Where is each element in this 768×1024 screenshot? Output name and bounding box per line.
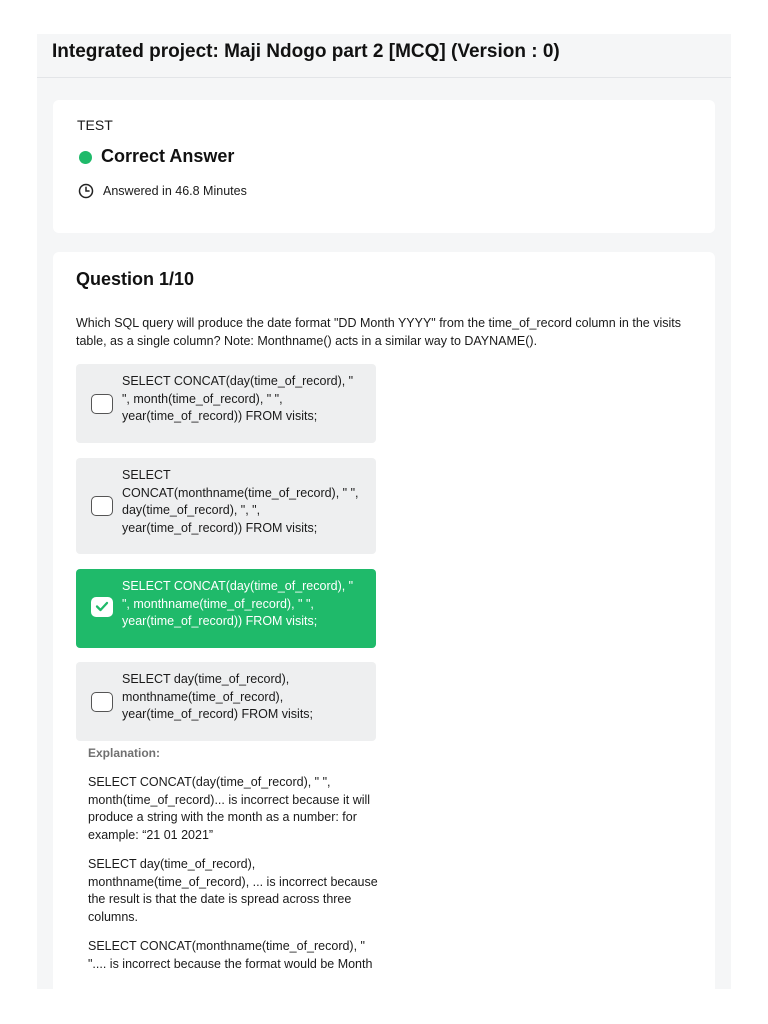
question-text: Which SQL query will produce the date format "DD Month YYYY" from the time_of_record column in the visits table, as a single column? Note: Monthname() acts in a similar way to DAYNAME(). <box>76 316 681 348</box>
option-text: SELECT CONCAT(day(time_of_record), " ", monthname(time_of_record), " ", year(time_of_record)) FROM visits; <box>122 579 354 628</box>
result-status: Correct Answer <box>101 146 235 166</box>
explanation-label: Explanation: <box>88 746 161 760</box>
result-card <box>53 100 715 233</box>
clock-icon <box>78 183 94 199</box>
answer-option-3[interactable] <box>76 569 376 648</box>
correct-status-dot <box>79 151 92 164</box>
option-text: SELECT CONCAT(monthname(time_of_record), " ", day(time_of_record), ", ", year(time_of_record)) FROM visits; <box>122 468 359 535</box>
answer-option-1[interactable] <box>76 364 376 443</box>
document-page <box>37 34 731 989</box>
answer-option-2[interactable] <box>76 458 376 554</box>
test-label: TEST <box>77 117 113 133</box>
option-checkbox[interactable] <box>91 394 113 414</box>
checkmark-icon <box>95 600 109 613</box>
explanation-paragraph: SELECT day(time_of_record), monthname(time_of_record), ... is incorrect because the result is that the date is spread across three columns. <box>88 857 378 924</box>
question-card <box>53 252 715 989</box>
option-checkbox-checked[interactable] <box>91 597 113 617</box>
option-checkbox[interactable] <box>91 692 113 712</box>
page-title: Integrated project: Maji Ndogo part 2 [MCQ] (Version : 0) <box>52 41 560 62</box>
explanation-paragraph: SELECT CONCAT(day(time_of_record), " ", month(time_of_record)... is incorrect because it will produce a string with the month as a number: for example: “21 01 2021” <box>88 775 371 842</box>
option-checkbox[interactable] <box>91 496 113 516</box>
answer-option-4[interactable] <box>76 662 376 741</box>
title-divider <box>37 77 731 78</box>
option-text: SELECT CONCAT(day(time_of_record), " ", month(time_of_record), " ", year(time_of_record)) FROM visits; <box>122 374 354 423</box>
explanation-paragraph: SELECT CONCAT(monthname(time_of_record), " ".... is incorrect because the format would be Month <box>88 939 373 971</box>
option-text: SELECT day(time_of_record), monthname(time_of_record), year(time_of_record) FROM visits; <box>122 672 314 721</box>
question-title: Question 1/10 <box>76 269 195 289</box>
answer-time: Answered in 46.8 Minutes <box>103 184 247 198</box>
